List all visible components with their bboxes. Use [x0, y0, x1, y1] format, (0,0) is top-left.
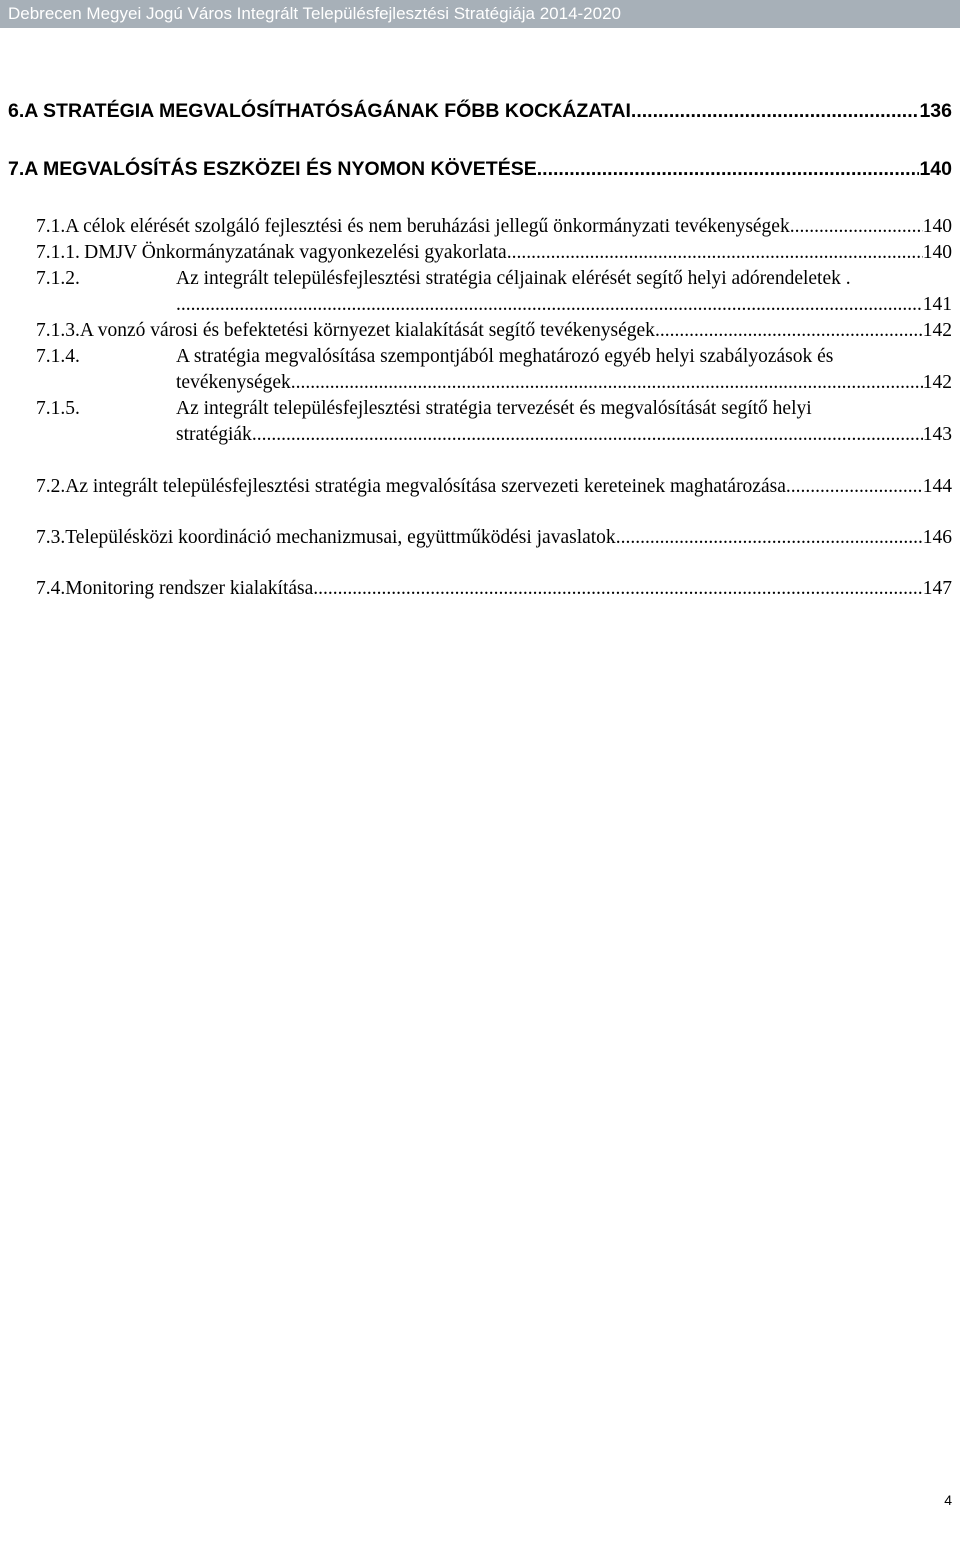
toc-entry-title: Az integrált településfejlesztési stratégia megvalósítása szervezeti kereteinek maghatározása — [65, 476, 786, 497]
toc-leader-dots — [786, 476, 923, 498]
toc-entry-title: Az integrált településfejlesztési stratégia céljainak elérését segítő helyi adórendeletek . — [176, 268, 851, 289]
toc-entry-page: 142 — [922, 372, 952, 393]
toc-entry-7-1-1[interactable] — [36, 242, 952, 264]
toc-entry-page: 140 — [922, 242, 952, 263]
toc-entry-6[interactable] — [8, 100, 952, 123]
toc-entry-page: 140 — [919, 158, 952, 180]
toc-entry-number: 7.1. — [36, 216, 66, 237]
toc-entry-7-2[interactable] — [36, 476, 952, 498]
toc-entry-7-1-4-continuation — [176, 372, 952, 394]
toc-entry-page: 141 — [922, 294, 952, 315]
running-header: Debrecen Megyei Jogú Város Integrált Településfejlesztési Stratégiája 2014-2020 — [0, 0, 960, 28]
toc-entry-page: 147 — [922, 578, 952, 599]
toc-entry-page: 144 — [922, 476, 952, 497]
toc-leader-dots — [616, 527, 923, 549]
toc-entry-7-1-5-continuation — [176, 424, 952, 446]
toc-entry-7-1[interactable] — [36, 216, 952, 238]
toc-entry-page: 136 — [919, 100, 952, 122]
toc-entry-title: Az integrált településfejlesztési stratégia tervezését és megvalósítását segítő helyi — [176, 398, 812, 419]
toc-leader-dots — [176, 294, 923, 316]
toc-entry-number: 7.1.2. — [36, 268, 80, 289]
toc-entry-7-1-5[interactable] — [36, 398, 952, 420]
toc-entry-title: Településközi koordináció mechanizmusai, együttműködési javaslatok — [65, 527, 616, 548]
toc-entry-number: 7.1.4. — [36, 346, 80, 367]
toc-entry-7-1-3[interactable] — [36, 320, 952, 342]
toc-entry-number: 7.1.3. — [36, 320, 80, 341]
toc-leader-dots — [655, 320, 923, 342]
toc-entry-7-3[interactable] — [36, 527, 952, 549]
toc-leader-dots — [537, 158, 920, 181]
toc-entry-number: 7.1.5. — [36, 398, 80, 419]
toc-entry-title: A célok elérését szolgáló fejlesztési és nem beruházási jellegű önkormányzati tevékenységek — [65, 216, 790, 237]
toc-entry-number: 7.2. — [36, 476, 66, 497]
toc-entry-number: 6. — [8, 100, 25, 122]
toc-entry-title: A MEGVALÓSÍTÁS ESZKÖZEI ÉS NYOMON KÖVETÉSE — [24, 158, 537, 180]
toc-entry-title: A vonzó városi és befektetési környezet kialakítását segítő tevékenységek — [79, 320, 655, 341]
toc-entry-7[interactable] — [8, 158, 952, 181]
toc-entry-page: 143 — [922, 424, 952, 445]
toc-entry-7-1-2[interactable] — [36, 268, 952, 290]
toc-leader-dots — [790, 216, 923, 238]
toc-leader-dots — [507, 242, 923, 264]
toc-entry-title-continued: stratégiák — [176, 424, 252, 445]
toc-entry-title: DMJV Önkormányzatának vagyonkezelési gyakorlata — [84, 242, 507, 263]
toc-entry-7-1-4[interactable] — [36, 346, 952, 368]
toc-leader-dots — [252, 424, 923, 446]
toc-entry-page: 140 — [922, 216, 952, 237]
toc-entry-number: 7. — [8, 158, 25, 180]
toc-leader-dots — [313, 578, 922, 600]
toc-entry-number: 7.1.1. — [36, 242, 80, 263]
toc-entry-7-4[interactable] — [36, 578, 952, 600]
toc-entry-7-1-2-continuation — [176, 294, 952, 316]
toc-entry-page: 146 — [922, 527, 952, 548]
toc-entry-page: 142 — [922, 320, 952, 341]
toc-entry-number: 7.4. — [36, 578, 66, 599]
page-number: 4 — [944, 1492, 952, 1508]
toc-entry-title: A STRATÉGIA MEGVALÓSÍTHATÓSÁGÁNAK FŐBB KOCKÁZATAI — [24, 100, 631, 122]
toc-entry-title: A stratégia megvalósítása szempontjából meghatározó egyéb helyi szabályozások és — [176, 346, 834, 367]
toc-leader-dots — [291, 372, 923, 394]
toc-leader-dots — [631, 100, 920, 123]
toc-entry-title-continued: tevékenységek — [176, 372, 291, 393]
toc-entry-number: 7.3. — [36, 527, 66, 548]
toc-entry-title: Monitoring rendszer kialakítása — [65, 578, 314, 599]
